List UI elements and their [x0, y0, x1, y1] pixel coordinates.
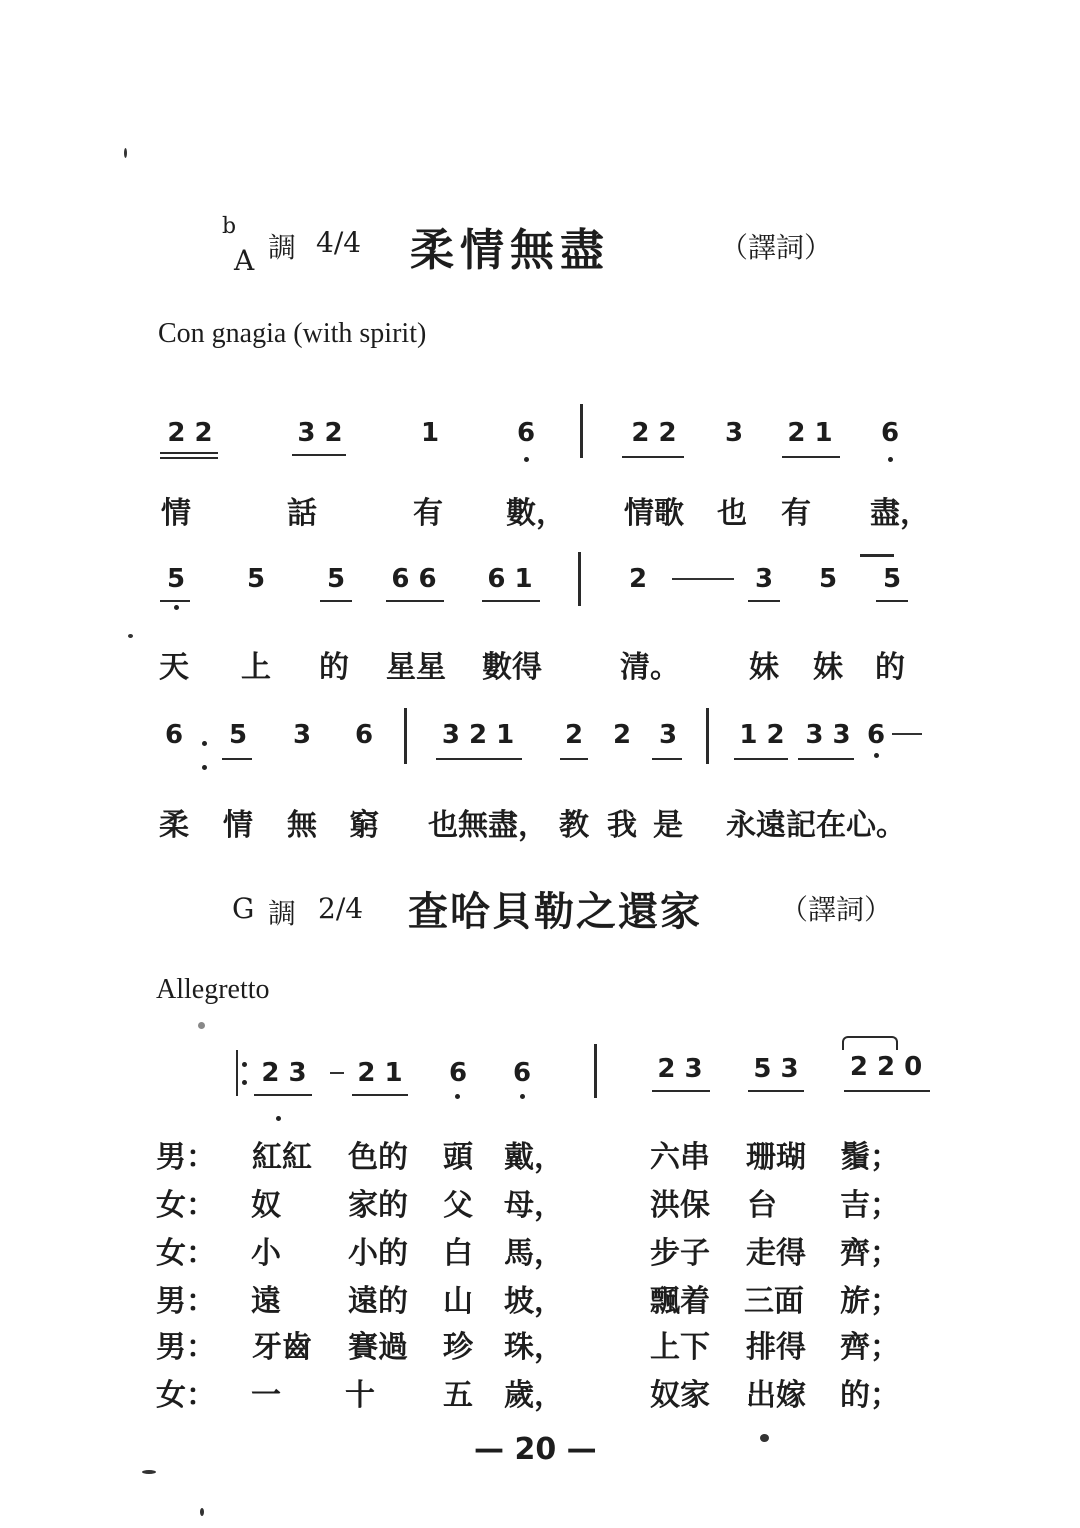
beam: [748, 1090, 804, 1092]
key-word: 調: [268, 231, 297, 264]
key-note: G: [232, 892, 255, 925]
beam: [160, 600, 190, 602]
beam: [160, 452, 218, 454]
beam: [160, 457, 218, 459]
low-octave-dot: [202, 765, 207, 770]
beam: [436, 758, 522, 760]
beam: [734, 758, 788, 760]
bar-line: [706, 708, 709, 764]
tempo-marking: Con gnagia (with spirit): [158, 318, 427, 349]
low-octave-dot: [874, 753, 879, 758]
beam: [622, 456, 684, 458]
hold-dash: [892, 733, 922, 735]
repeat-dot: [242, 1062, 247, 1067]
beam: [844, 1090, 930, 1092]
singer-label: 男：: [156, 1284, 216, 1319]
scan-speck: [760, 1434, 769, 1442]
low-octave-dot: [455, 1094, 460, 1099]
beam: [876, 600, 908, 602]
tempo-marking: Allegretto: [156, 974, 270, 1005]
singer-label: 女：: [156, 1236, 216, 1271]
low-octave-dot: [174, 605, 179, 610]
scan-speck: [128, 634, 133, 638]
dotted-note-dot: [202, 741, 207, 746]
beam: [320, 600, 352, 602]
beam: [782, 456, 840, 458]
key-flat-sign: b: [222, 214, 237, 239]
beam: [352, 1094, 408, 1096]
bar-line: [578, 552, 581, 606]
beam: [652, 758, 682, 760]
hold-dash: [672, 578, 734, 580]
translation-note: （譯詞）: [780, 893, 893, 926]
beam: [292, 454, 346, 456]
beam: [748, 600, 780, 602]
beam: [222, 758, 252, 760]
low-octave-dot: [524, 457, 529, 462]
low-octave-dot: [520, 1094, 525, 1099]
singer-label: 男：: [156, 1140, 216, 1175]
beam: [482, 600, 540, 602]
scan-speck: [200, 1508, 204, 1516]
hold-dash: [330, 1072, 344, 1074]
repeat-bar: [236, 1050, 238, 1096]
bar-line: [404, 708, 407, 764]
low-octave-dot: [276, 1116, 281, 1121]
bar-line: [580, 404, 583, 458]
tie-bracket: [842, 1036, 898, 1050]
scan-speck: [142, 1470, 156, 1474]
low-octave-dot: [888, 457, 893, 462]
page-number: — 20 —: [474, 1432, 597, 1467]
beam: [798, 758, 854, 760]
beam: [386, 600, 444, 602]
song-title: 查哈貝勒之還家: [408, 888, 702, 935]
time-signature: 2/4: [318, 892, 364, 925]
key-word: 調: [268, 897, 297, 930]
beam: [860, 554, 894, 557]
key-note: A: [234, 244, 255, 277]
time-signature: 4/4: [316, 226, 362, 259]
singer-label: 女：: [156, 1378, 216, 1413]
bar-line: [594, 1044, 597, 1098]
song-title: 柔情無盡: [410, 225, 610, 276]
translation-note: （譯詞）: [720, 231, 833, 264]
singer-label: 女：: [156, 1188, 216, 1223]
beam: [560, 758, 588, 760]
beam: [652, 1090, 710, 1092]
repeat-dot: [242, 1080, 247, 1085]
beam: [254, 1094, 312, 1096]
singer-label: 男：: [156, 1330, 216, 1365]
scan-speck: [198, 1022, 205, 1029]
scan-speck: [124, 148, 127, 158]
